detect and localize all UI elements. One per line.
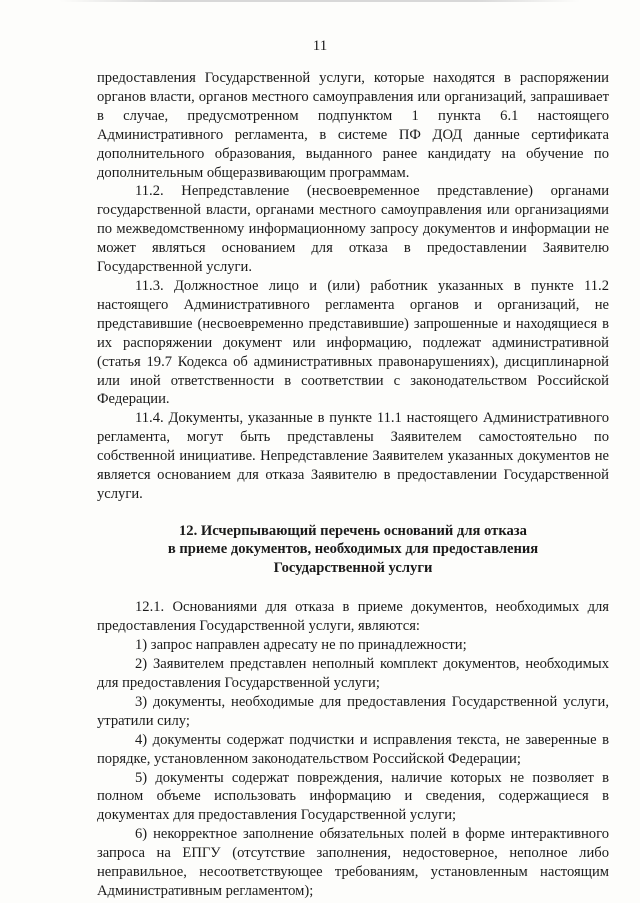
list-item-3: 3) документы, необходимые для предоставления Государственной услуги, утратили силу; xyxy=(97,693,609,729)
paragraph-11-4: 11.4. Документы, указанные в пункте 11.1 настоящего Административного регламента, могут быть представлены Заявителем самостоятельно по собственной инициативе. Непредставление Заявителем указанных документов не является основанием для отказа Заявителю в предоставлении Государственной услуги. xyxy=(97,410,609,502)
paragraph-11-2: 11.2. Непредставление (несвоевременное представление) органами государственной власти, органами местного самоуправления или организациями по межведомственному информационному запросу документов и информации не может являться основанием для отказа в предоставлении Заявителю Государственной услуги. xyxy=(97,183,609,276)
page-number: 11 xyxy=(312,38,328,54)
document-body xyxy=(97,69,609,901)
heading-line-1: 12. Исчерпывающий перечень оснований для отказа xyxy=(179,522,527,539)
list-item-2: 2) Заявителем представлен неполный комплект документов, необходимых для предоставления Государственной услуги; xyxy=(97,656,609,691)
section-heading-12 xyxy=(97,522,609,578)
list-item-4: 4) документы содержат подчистки и исправления текста, не заверенные в порядке, установленном законодательством Российской Федерации; xyxy=(97,731,609,767)
paragraph-12-1: 12.1. Основаниями для отказа в приеме документов, необходимых для предоставления Государственной услуги, являются: xyxy=(97,599,609,635)
heading-line-3: Государственной услуги xyxy=(273,559,433,576)
paragraph-continuation: предоставления Государственной услуги, которые находятся в распоряжении органов власти, органов местного самоуправления или организаций, запрашивает в случае, предусмотренном подпунктом 1 пункта 6.1 настоящего Административного регламента, в системе ПФ ДОД данные сертификата дополнительного образования, выданного ранее кандидату на обучение по дополнительным общеразвивающим программам. xyxy=(97,70,609,181)
list-item-5: 5) документы содержат повреждения, наличие которых не позволяет в полном объеме использовать информацию и сведения, содержащиеся в документах для предоставления Государственной услуги; xyxy=(97,769,609,824)
paragraph-11-3: 11.3. Должностное лицо и (или) работник указанных в пункте 11.2 настоящего Административного регламента органов и организаций, не представившие (несвоевременно представившие) запрошенные и находящиеся в их распоряжении документ или информацию, подлежат административной (статья 19.7 Кодекса об административных правонарушениях), дисциплинарной или иной ответственности в соответствии с законодательством Российской Федерации. xyxy=(97,277,609,408)
scan-edge-mark xyxy=(60,0,580,2)
list-item-1: 1) запрос направлен адресату не по принадлежности; xyxy=(135,637,467,654)
heading-line-2: в приеме документов, необходимых для предоставления xyxy=(167,541,539,558)
list-item-6: 6) некорректное заполнение обязательных полей в форме интерактивного запроса на ЕПГУ (отсутствие заполнения, недостоверное, неполное либо неправильное, несоответствующее требованиям, установленным настоящим Административным регламентом); xyxy=(97,826,609,899)
